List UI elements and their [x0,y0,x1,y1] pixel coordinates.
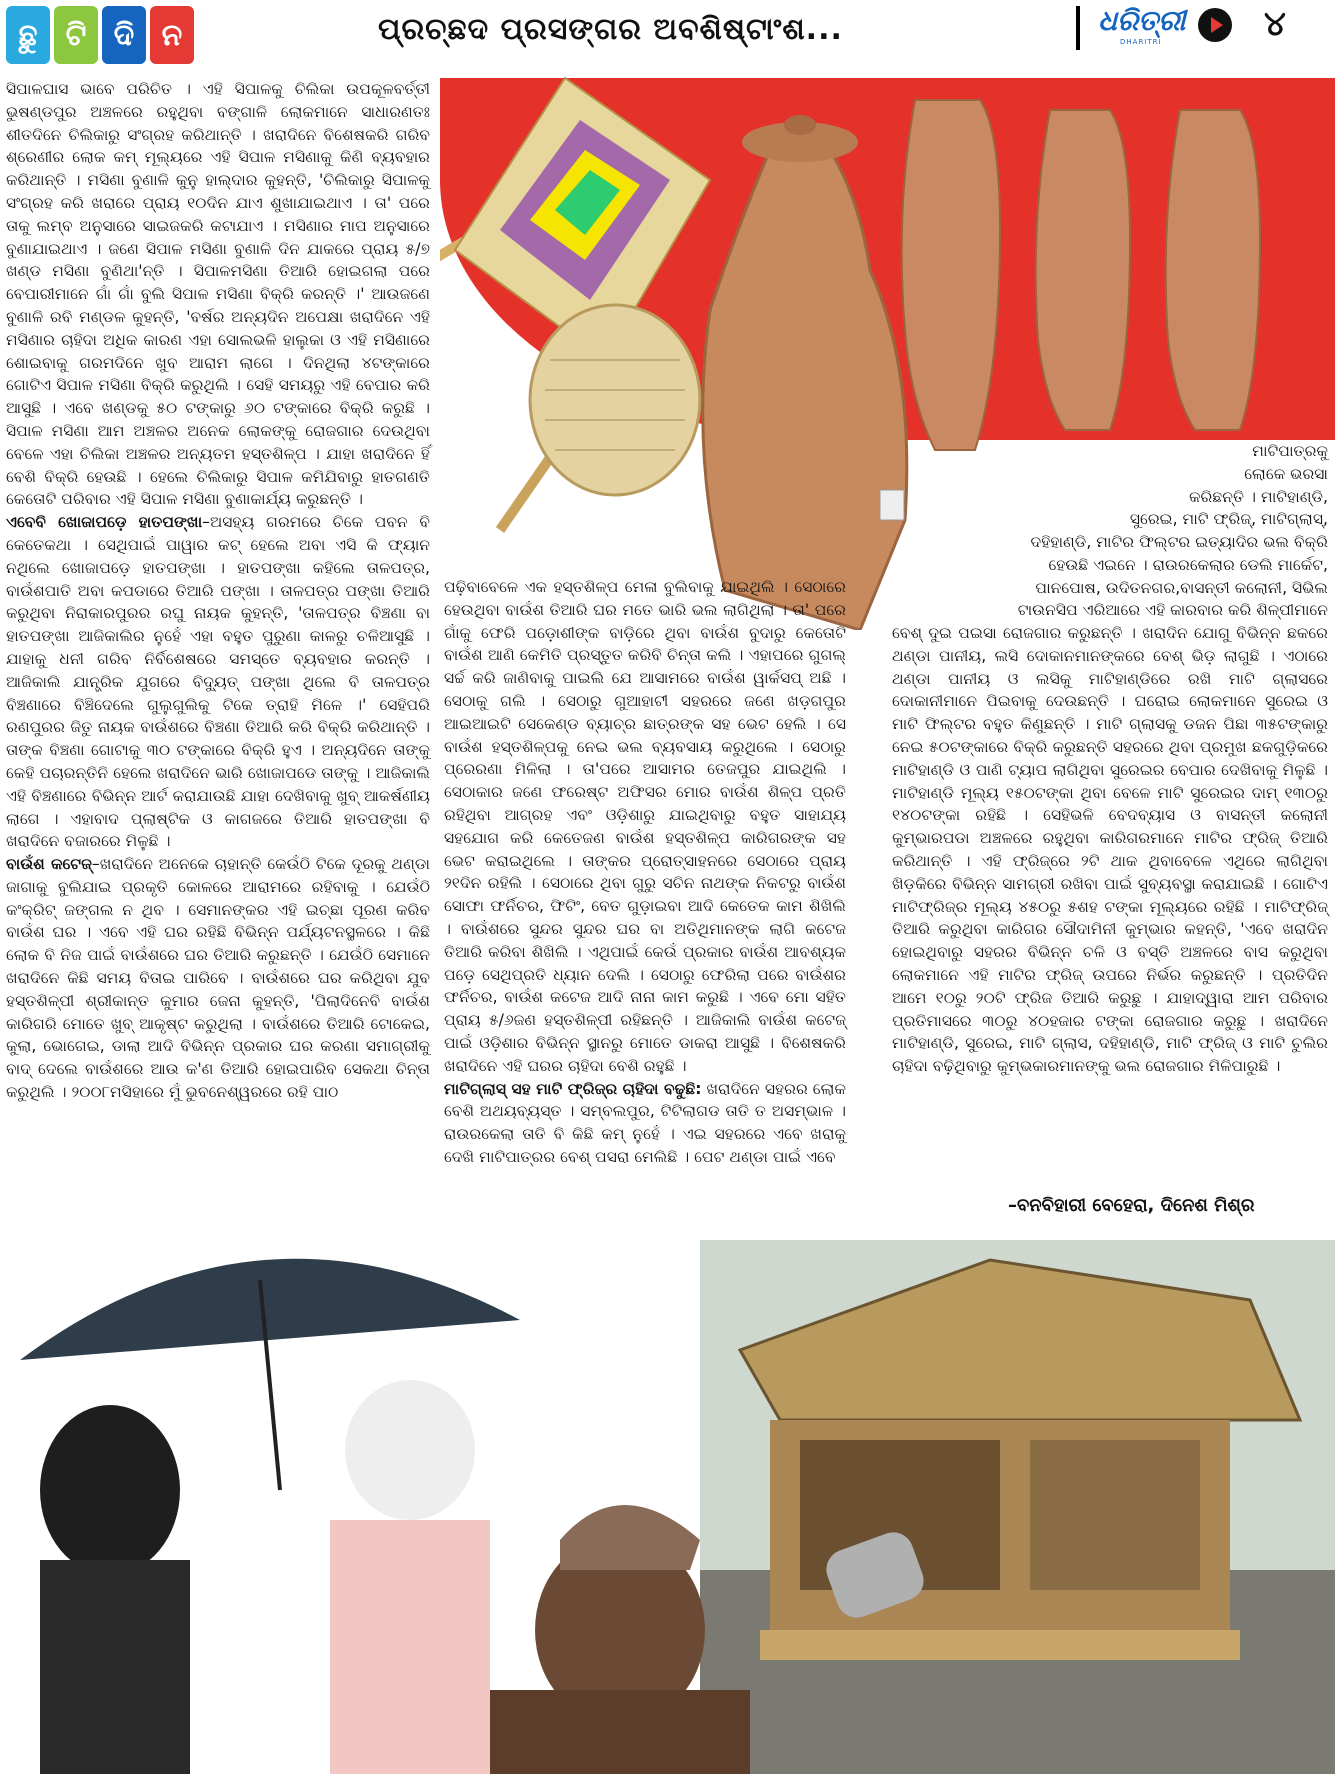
subheading-bamboo-cottage: ବାଉଁଶ କଟେଜ୍ [6,855,92,874]
play-icon [1198,8,1232,42]
subheading-hand-fan: ଏବେବି ଖୋଜାପଡ଼େ ହାତପଙ୍ଖା [6,513,203,532]
col3-line-1: ମାଟିପାତ୍ରକୁ [1252,442,1328,460]
column-3-paragraph: ବେଶ୍ ଦୁଇ ପଇସା ରୋଜଗାର କରୁଛନ୍ତି । ଖରାଦିନ ଯୋଗୁ ବିଭିନ୍ନ ଛକରେ ଥଣ୍ଡା ପାନୀୟ, ଲସି ଦୋକାନମାନଙ୍କରେ ବେଶ୍ ଭିଡ଼ ଲାଗୁଛି । ଏଠାରେ ଥଣ୍ଡା ପାନୀୟ ଓ ଲସିକୁ ମାଟିହାଣ୍ଡିରେ ରଖି ମାଟି ଗ୍ଲାସରେ ଦୋକାନୀମାନେ ପିଇବାକୁ ଦେଉଛନ୍ତି । ଘରୋଇ ଲୋକମାନେ ସୁରେଇ ଓ ମାଟି ଫିଲ୍ଟର ବହୁତ କିଣୁଛନ୍ତି । ମାଟି ଗ୍ଲାସକୁ ଡଜନ ପିଛା ୩୫ଟଙ୍କାରୁ ନେଇ ୫୦ଟଙ୍କାରେ ବିକ୍ରି କରୁଛନ୍ତି ସହରରେ ଥିବା ପ୍ରମୁଖ ଛକଗୁଡ଼ିକରେ ମାଟିହାଣ୍ଡି ଓ ପାଣି ଟ୍ୟାପ ଲାଗିଥିବା ସୁରେଇର ବେପାର ଦେଖିବାକୁ ମିଳୁଛି । ମାଟିହାଣ୍ଡି ମୂଲ୍ୟ ୧୫୦ଟଙ୍କା ଥିବା ବେଳେ ମାଟି ସୁରେଇର ଦାମ୍ ୧୩୦ରୁ ୧୪୦ଟଙ୍କା ରହିଛି । ସେହିଭଳି ବେଦବ୍ୟାସ ଓ ବାସନ୍ତୀ କଲୋନୀ କୁମ୍ଭାରପଡା ଅଞ୍ଚଳରେ ରହୁଥିବା କାରିଗରମାନେ ମାଟିର ଫ୍ରିଜ୍ ତିଆରି କରିଥାନ୍ତି । ଏହି ଫ୍ରିଜ୍‌ରେ ୨ଟି ଥାକ ଥିବାବେଳେ ଏଥିରେ ଲାଗିଥିବା ଖିଡ଼କିରେ ବିଭିନ୍ନ ସାମଗ୍ରୀ ରଖିବା ପାଇଁ ସୁବ୍ୟବସ୍ଥା କରାଯାଇଛି । ଗୋଟିଏ ମାଟିଫ୍ରିଜ୍‌ର ମୂଲ୍ୟ ୪୫୦ରୁ ୫ଶହ ଟଙ୍କା ମୂଲ୍ୟରେ ରହିଛି । ମାଟିଫ୍ରିଜ୍ ତିଆରି କରୁଥିବା କାରିଗର ସୌଦାମିନୀ କୁମ୍ଭାର କହନ୍ତି, 'ଏବେ ଖରାଦିନ ହୋଇଥିବାରୁ ସହରର ବିଭିନ୍ନ ଚଳି ଓ ବସ୍ତି ଅଞ୍ଚଳରେ ବାସ କରୁଥିବା ଲୋକମାନେ ଏହି ମାଟିର ଫ୍ରିଜ୍ ଉପରେ ନିର୍ଭର କରୁଛନ୍ତି । ପ୍ରତିଦିନ ଆମେ ୧୦ରୁ ୨୦ଟି ଫ୍ରିଜ ତିଆରି କରୁଛୁ । ଯାହାଦ୍ୱାରା ଆମ ପରିବାର ପ୍ରତିମାସରେ ୩୦ରୁ ୪୦ହଜାର ଟଙ୍କା ରୋଜଗାର କରୁଛୁ । ଖରାଦିନେ ମାଟିହାଣ୍ଡି, ସୁରେଇ, ମାଟି ଗ୍ଲାସ, ଦହିହାଣ୍ଡି, ମାଟି ଫ୍ରିଜ୍ ଓ ମାଟି ଚୁଲିର ଚାହିଦା ବଢ଼ିଥିବାରୁ କୁମ୍ଭକାରମାନଙ୍କୁ ଭଲ ରୋଜଗାର ମିଳିପାରୁଛି । [892,624,1328,1076]
bottom-photo-collage [0,1240,1335,1774]
col3-line-3: କରିଛନ୍ତି । ମାଟିହାଣ୍ଡି, [1189,487,1328,506]
col3-line-7: ପାନପୋଷ, ଉଦିତନଗର,ବାସନ୍ତୀ କଲୋନୀ, ସିଭିଲ [1035,578,1328,597]
article-column-3 [892,622,1328,1078]
masthead [0,0,1335,70]
clay-jars-image [902,100,1260,450]
article-column-1 [6,78,430,1104]
bamboo-fan-image [500,305,700,530]
clay-pot-image [703,115,907,630]
subheading-clay-fridge: ମାଟିଗ୍ଲାସ୍ ସହ ମାଟି ଫ୍ରିଜ୍‌ର ଚାହିଦା ବଢୁଛି: [444,1079,702,1098]
page-number: ୪ [1264,4,1286,44]
page-headline: ପ୍ରଚ୍ଛଦ ପ୍ରସଙ୍ଗର ଅବଶିଷ୍ଟାଂଶ... [378,12,843,47]
column-2-paragraph-2 [444,1078,846,1169]
col3-line-2: ଲୋକେ ଭରସା [1244,464,1328,483]
col3-line-5: ଦହିହାଣ୍ଡି, ମାଟିର ଫିଲ୍‌ଟର ଇତ୍ୟାଦିର ଭଲ ବିକ୍ରି [1030,533,1328,551]
bamboo-cottage-photo [700,1240,1335,1774]
column-2-paragraph-1: ପଢ଼ିବାବେଳେ ଏକ ହସ୍ତଶିଳ୍ପ ମେଳା ବୁଲିବାକୁ ଯାଇଥିଲି । ସେଠାରେ ହେଉଥିବା ବାଉଁଶ ତିଆରି ଘର ମତେ ଭାରି ଭଲ ଲାଗିଥିଲା । ତା' ପରେ ଗାଁକୁ ଫେରି ପଡ଼ୋଶୀଙ୍କ ବାଡ଼ିରେ ଥିବା ବାଉଁଶ ବୁଦାରୁ କେତୋଟି ବାଉଁଶ ଆଣି କେମିତି ପ୍ରସ୍ତୁତ କରିବି ଚିନ୍ତା କଲି । ଏହାପରେ ଗୁଗଲ୍ ସର୍ଚ୍ଚ କରି ଜାଣିବାକୁ ପାଇଲି ଯେ ଆସାମରେ ବାଉଁଶ ୱାର୍କସପ୍ ଅଛି । ସେଠାକୁ ଗଲି । ସେଠାରୁ ଗୁଆହାଟୀ ସହରରେ ଜଣେ ଖଡ଼ଗପୁର ଆଇଆଇଟି ସେକେଣ୍ଡ ବ୍ୟାଚ୍‌ର ଛାତ୍ରଙ୍କ ସହ ଭେଟ ହେଲି । ସେ ବାଉଁଶ ହସ୍ତଶିଳ୍ପକୁ ନେଇ ଭଲ ବ୍ୟବସାୟ କରୁଥିଲେ । ସେଠାରୁ ପ୍ରେରଣା ମିଳିଲା । ତା'ପରେ ଆସାମର ତେଜପୁର ଯାଇଥିଲି । ସେଠାକାର ଜଣେ ଫରେଷ୍ଟ ଅଫିସର ମୋର ବାଉଁଶ ଶିଳ୍ପ ପ୍ରତି ରହିଥିବା ଆଗ୍ରହ ଏବଂ ଓଡ଼ିଶାରୁ ଯାଇଥିବାରୁ ବହୁତ ସାହାଯ୍ୟ ସହଯୋଗ କରି କେତେଜଣ ବାଉଁଶ ହସ୍ତଶିଳ୍ପ କାରିଗରଙ୍କ ସହ ଭେଟ କରାଇଥିଲେ । ତାଙ୍କର ପ୍ରୋତ୍ସାହନରେ ସେଠାରେ ପ୍ରାୟ ୨୧ଦିନ ରହିଲି । ସେଠାରେ ଥିବା ଗୁରୁ ସଚିନ ନାଥଙ୍କ ନିକଟରୁ ବାଉଁଶ ସୋଫା ଫର୍ନିଚର, ଫିଟିଂ, ବେତ ଗୁଡ଼ାଇବା ଆଦି କେତେକ କାମ ଶିଖିଲି । ବାଉଁଶରେ ସୁନ୍ଦର ସୁନ୍ଦର ଘର ବା ଅତିଥିମାନଙ୍କ ଲାଗି କଟେଜ ତିଆରି କରିବା ଶିଖିଲି । ଏଥିପାଇଁ କେଉଁ ପ୍ରକାର ବାଉଁଶ ଆବଶ୍ୟକ ପଡ଼େ ସେଥିପ୍ରତି ଧ୍ୟାନ ଦେଲି । ସେଠାରୁ ଫେରିଲା ପରେ ବାଉଁଶର ଫର୍ନିଚର, ବାଉଁଶ କଟେଜ ଆଦି ନାନା କାମ କରୁଛି । ଏବେ ମୋ ସହିତ ପ୍ରାୟ ୫/୬ଜଣ ହସ୍ତଶିଳ୍ପୀ ରହିଛନ୍ତି । ଆଜିକାଲି ବାଉଁଶ କଟେଜ୍ ପାଇଁ ଓଡ଼ିଶାର ବିଭିନ୍ନ ସ୍ଥାନରୁ ମୋତେ ଡାକରା ଆସୁଛି । ବିଶେଷକରି ଖରାଦିନେ ଏହି ଘରର ଚାହିଦା ବେଶି ରହୁଛି । [444,578,846,1075]
byline: –ବନବିହାରୀ ବେହେରା, ଦିନେଶ ମିଶ୍ର [1008,1195,1255,1216]
bamboo-cottage-text: –ଖରାଦିନେ ଅନେକେ ଚାହାନ୍ତି କେଉଁଠି ଟିକେ ଦୂରକୁ ଥଣ୍ଡା ଜାଗାକୁ ବୁଲିଯାଇ ପ୍ରକୃତି କୋଳରେ ଆରାମରେ ରହିବାକୁ । ଯେଉଁଠି କଂକ୍ରିଟ୍ ଜଙ୍ଗଲ ନ ଥିବ । ସେମାନଙ୍କର ଏହି ଇଚ୍ଛା ପୂରଣ କରିବ ବାଉଁଶ ଘର । ଏବେ ଏହି ଘର ରହିଛି ବିଭିନ୍ନ ପର୍ଯ୍ୟଟନସ୍ଥଳରେ । କିଛି ଲୋକ ବି ନିଜ ପାଇଁ ବାଉଁଶରେ ଘର ତିଆରି କରୁଛନ୍ତି । ଯେଉଁଠି ସେମାନେ ଖରାଦିନେ କିଛି ସମୟ ବିତାଇ ପାରିବେ । ବାଉଁଶରେ ଘର କରିଥିବା ଯୁବ ହସ୍ତଶିଳ୍ପୀ ଶ୍ରୀକାନ୍ତ କୁମାର ଜେନା କୁହନ୍ତି, 'ପିଲାଦିନେବି ବାଉଁଶ କାରିଗରି ମୋତେ ଖୁବ୍ ଆକୃଷ୍ଟ କରୁଥିଲା । ବାଉଁଶରେ ତିଆରି ଟୋକେଇ, କୁଲା, ଭୋଗେଇ, ଡାଲା ଆଦି ବିଭିନ୍ନ ପ୍ରକାର ଘର କରଣା ସମାଗ୍ରୀକୁ ବାଦ୍ ଦେଲେ ବାଉଁଶରେ ଆଉ କ'ଣ ତିଆରି ହୋଇପାରିବ ସେକଥା ଚିନ୍ତା କରୁଥିଲି । ୨୦୦୮ମସିହାରେ ମୁଁ ଭୁବନେଶ୍ୱରରେ ରହି ପାଠ [6,855,430,1102]
column-1-paragraph-1: ସିପାଳଘାସ ଭାବେ ପରିଚିତ । ଏହି ସିପାଳକୁ ଚିଲିକା ଉପକୂଳବର୍ତ୍ତୀ ଭୁଷଣ୍ଡପୁର ଅଞ୍ଚଳରେ ରହୁଥିବା ବଙ୍ଗାଳି ଲୋକମାନେ ସାଧାରଣତଃ ଶୀତଦିନେ ଚିଲିକାରୁ ସଂଗ୍ରହ କରିଥାନ୍ତି । ଖରାଦିନେ ବିଶେଷକରି ଗରିବ ଶ୍ରେଣୀର ଲୋକ କମ୍ ମୂଲ୍ୟରେ ଏହି ସିପାଳ ମସିଣାକୁ କିଣି ବ୍ୟବହାର କରିଥାନ୍ତି । ମସିଣା ବୁଣାଳି କୁନୁ ହାଲ୍ଦାର କୁହନ୍ତି, 'ଚିଲିକାରୁ ସିପାଳକୁ ସଂଗ୍ରହ କରି ଖରାରେ ପ୍ରାୟ ୧୦ଦିନ ଯାଏ ଶୁଖାଯାଇଥାଏ । ତା' ପରେ ତାକୁ ଲମ୍ବ ଅନୁସାରେ ସାଇଜକରି କଟାଯାଏ । ମସିଣାର ମାପ ଅନୁସାରେ ବୁଣାଯାଇଥାଏ । ଜଣେ ସିପାଳ ମସିଣା ବୁଣାଳି ଦିନ ଯାକରେ ପ୍ରାୟ ୫/୭ ଖଣ୍ଡ ମସିଣା ବୁଣିଥା'ନ୍ତି । ସିପାଳମସିଣା ତିଆରି ହୋଇଗଲା ପରେ ବେପାରୀମାନେ ଗାଁ ଗାଁ ବୁଲି ସିପାଳ ମସିଣା ବିକ୍ରି କରନ୍ତି ।' ଆଉଜଣେ ବୁଣାଳି ରବି ମଣ୍ଡଳ କୁହନ୍ତି, 'ବର୍ଷର ଅନ୍ୟଦିନ ଅପେକ୍ଷା ଖରାଦିନେ ଏହି ମସିଣାର ଚାହିଦା ଅଧିକ କାରଣ ଏହା ସୋଲଭଳି ହାଲୁକା ଓ ଏହି ମସିଣାରେ ଶୋଇବାକୁ ଗରମଦିନେ ଖୁବ ଆରାମ ଲାଗେ । ଦିନଥିଲା ୪ଟଙ୍କାରେ ଗୋଟିଏ ସିପାଳ ମସିଣା ବିକ୍ରି କରୁଥିଲି । ସେହି ସମୟରୁ ଏହି ବେପାର କରି ଆସୁଛି । ଏବେ ଖଣ୍ଡକୁ ୫୦ ଟଙ୍କାରୁ ୬୦ ଟଙ୍କାରେ ବିକ୍ରି କରୁଛି । ସିପାଳ ମସିଣା ଆମ ଅଞ୍ଚଳର ଅନେକ ଲୋକଙ୍କୁ ରୋଜଗାର ଦେଉଥିବା ବେଳେ ଏହା ଚିଲିକା ଅଞ୍ଚଳର ଅନ୍ୟତମ ହସ୍ତଶିଳ୍ପ । ଯାହା ଖରାଦିନେ ହିଁ ବେଶି ବିକ୍ରି ହେଉଛି । ହେଲେ ଚିଲିକାରୁ ସିପାଳ କମିଯିବାରୁ ହାତଗଣତି କେତୋଟି ପରିବାର ଏହି ସିପାଳ ମସିଣା ବୁଣାକାର୍ଯ୍ୟ କରୁଛନ୍ତି । [6,80,430,509]
col3-line-4: ସୁରେଇ, ମାଟି ଫ୍ରିଜ୍, ମାଟିଗ୍ଲାସ୍, [1129,510,1328,529]
column-3-intro [1034,440,1328,531]
col3-line-8: ଟାଉନସିପ ଏରିଆରେ ଏହି କାରବାର କରି ଶିଳ୍ପୀମାନେ [1017,601,1328,620]
section-letter-3: ଦି [102,6,146,64]
brand-logo-sub: DHARITRI [1120,38,1162,46]
hand-fan-text: –ଅସହ୍ୟ ଗରମରେ ଚିକେ ପବନ ବି କେତେକଥା । ସେଥିପାଇଁ ପାୱାର କଟ୍ ହେଲେ ଅବା ଏସି କି ଫ୍ୟାନ ନଥିଲେ ଖୋଜାପଡ଼େ ହାତପଙ୍ଖା । ହାତପଙ୍ଖା କହିଲେ ତାଳପତ୍ର, ବାଉଁଶପାତି ଅବା କପଡାରେ ତିଆରି ପଙ୍ଖା । ତାଳପତ୍ର ପଙ୍ଖା ତିଆରି କରୁଥିବା ନିରାକାରପୁରର ରଘୁ ନାୟକ କୁହନ୍ତି, 'ତାଳପତ୍ର ବିଞ୍ଚଣା ବା ହାତପଙ୍ଖା ଆଜିକାଲିର ନୁହେଁ ଏହା ବହୁତ ପୁରୁଣା କାଳରୁ ଚଳିଆସୁଛି । ଯାହାକୁ ଧନୀ ଗରିବ ନିର୍ବିଶେଷରେ ସମସ୍ତେ ବ୍ୟବହାର କରନ୍ତି । ଆଜିକାଲି ଯାନ୍ତ୍ରିକ ଯୁଗରେ ବିଦ୍ୟୁତ୍ ପଙ୍ଖା ଥିଲେ ବି ତାଳପତ୍ର ବିଞ୍ଚଣାରେ ବିଞ୍ଚିଦେଲେ ଗୁଲୁଗୁଲିକୁ ଟିକେ ତ୍ରାହି ମିଳେ ।' ସେହିପରି ରଣପୁରର ଜିତୁ ନାୟକ ବାଉଁଶରେ ବିଞ୍ଚଣା ତିଆରି କରି ବିକ୍ରି କରିଥାନ୍ତି । ତାଙ୍କ ବିଞ୍ଚଣା ଗୋଟାକୁ ୩୦ ଟଙ୍କାରେ ବିକ୍ରି ହୁଏ । ଅନ୍ୟଦିନେ ତାଙ୍କୁ କେହି ପଚାରନ୍ତିନି ହେଲେ ଖରାଦିନେ ଭାରି ଖୋଜାପଡେ ତାଙ୍କୁ । ଆଜିକାଲି ଏହି ବିଞ୍ଚଣାରେ ବିଭିନ୍ନ ଆର୍ଟ କରାଯାଉଛି ଯାହା ଦେଖିବାକୁ ଖୁବ୍ ଆକର୍ଷଣୀୟ ଲାଗେ । ଏହାବାଦ ପ୍ଲାଷ୍ଟିକ ଓ କାଗଜରେ ତିଆରି ହାତପଙ୍ଖା ବି ଖରାଦିନେ ବଜାରରେ ମିଳୁଛି । [6,513,430,851]
column-1-paragraph-3 [6,853,430,1104]
column-1-paragraph-2 [6,511,430,853]
section-letter-4: ନ [150,6,194,64]
col3-line-6: ହେଉଛି ଏଇନେ । ରାଉରକେଲାର ଡେଲି ମାର୍କେଟ, [1048,555,1328,574]
brand-logo: ଧରିତ୍ରୀ [1098,4,1186,37]
section-letter-2: ଟି [54,6,98,64]
umbrella-women-photo [20,1259,520,1774]
section-letter-1: ଛୁ [6,6,50,64]
column-3-intro-b [990,531,1328,622]
clay-fridge-text: ଖରାଦିନେ ସହରର ଲୋକ ବେଶି ଅଥୟବ୍ୟସ୍ତ । ସମ୍ବଲପୁର, ଟିଟିଲାଗଡ ତାତି ତ ଅସମ୍ଭାଳ । ରାଉରକେଲା ତାତି ବି କିଛି କମ୍ ନୁହେଁ । ଏଇ ସହରରେ ଏବେ ଖରାକୁ ଦେଖି ମାଟିପାତ୍ରର ବେଶ୍ ପସରା ମେଲିଛି । ପେଟ ଥଣ୍ଡା ପାଇଁ ଏବେ [444,1079,846,1166]
article-column-2 [444,576,846,1169]
divider [1076,6,1080,50]
